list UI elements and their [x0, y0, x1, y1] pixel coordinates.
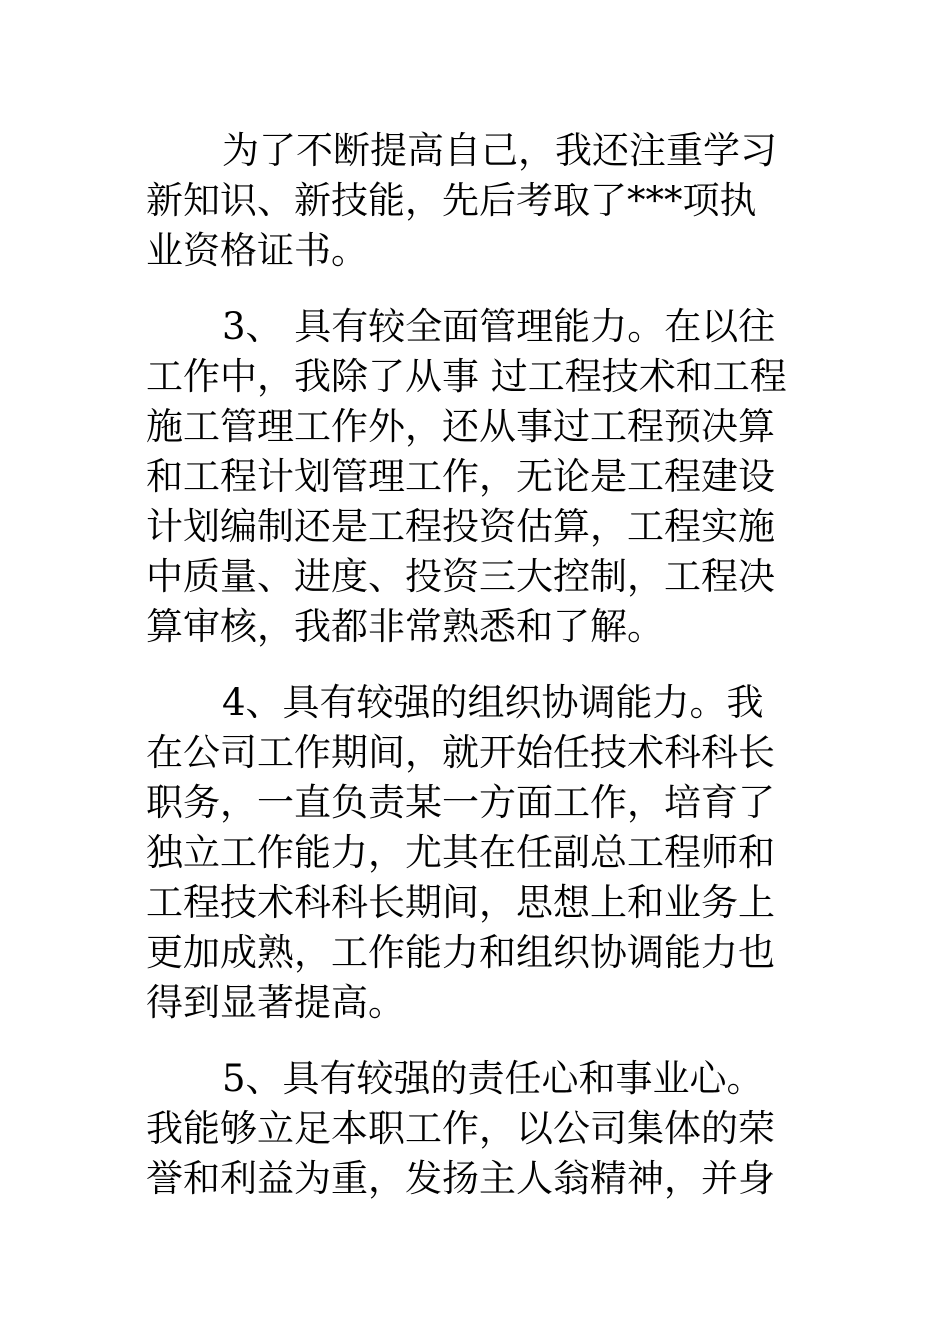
paragraph-4-line-1: 5、具有较强的责任心和事业心。 [222, 1057, 764, 1100]
paragraph-2-line-5: 计划编制还是工程投资估算，工程实施 [146, 505, 775, 548]
paragraph-3-line-2: 在公司工作期间，就开始任技术科科长 [146, 731, 775, 774]
paragraph-2-line-1: 3、 具有较全面管理能力。在以往 [222, 305, 776, 348]
paragraph-2-line-4: 和工程计划管理工作，无论是工程建设 [146, 455, 775, 498]
paragraph-1-line-2: 新知识、新技能，先后考取了***项执 [146, 179, 757, 222]
paragraph-2-line-7: 算审核，我都非常熟悉和了解。 [146, 605, 664, 648]
paragraph-2-line-2: 工作中，我除了从事 过工程技术和工程 [146, 355, 787, 398]
paragraph-2-line-6: 中质量、进度、投资三大控制，工程决 [146, 555, 775, 598]
paragraph-4-line-3: 誉和利益为重，发扬主人翁精神，并身 [146, 1157, 775, 1200]
paragraph-2-line-3: 施工管理工作外，还从事过工程预决算 [146, 405, 775, 448]
paragraph-3-line-6: 更加成熟，工作能力和组织协调能力也 [146, 931, 775, 974]
paragraph-3-line-4: 独立工作能力，尤其在任副总工程师和 [146, 831, 775, 874]
paragraph-1-line-1: 为了不断提高自己，我还注重学习 [222, 129, 777, 172]
paragraph-3-line-3: 职务，一直负责某一方面工作，培育了 [146, 781, 775, 824]
paragraph-3-line-1: 4、具有较强的组织协调能力。我 [222, 681, 764, 724]
paragraph-3-line-7: 得到显著提高。 [146, 981, 405, 1024]
paragraph-1-line-3: 业资格证书。 [146, 229, 368, 272]
paragraph-3-line-5: 工程技术科科长期间，思想上和业务上 [146, 881, 775, 924]
paragraph-4-line-2: 我能够立足本职工作，以公司集体的荣 [146, 1107, 775, 1150]
